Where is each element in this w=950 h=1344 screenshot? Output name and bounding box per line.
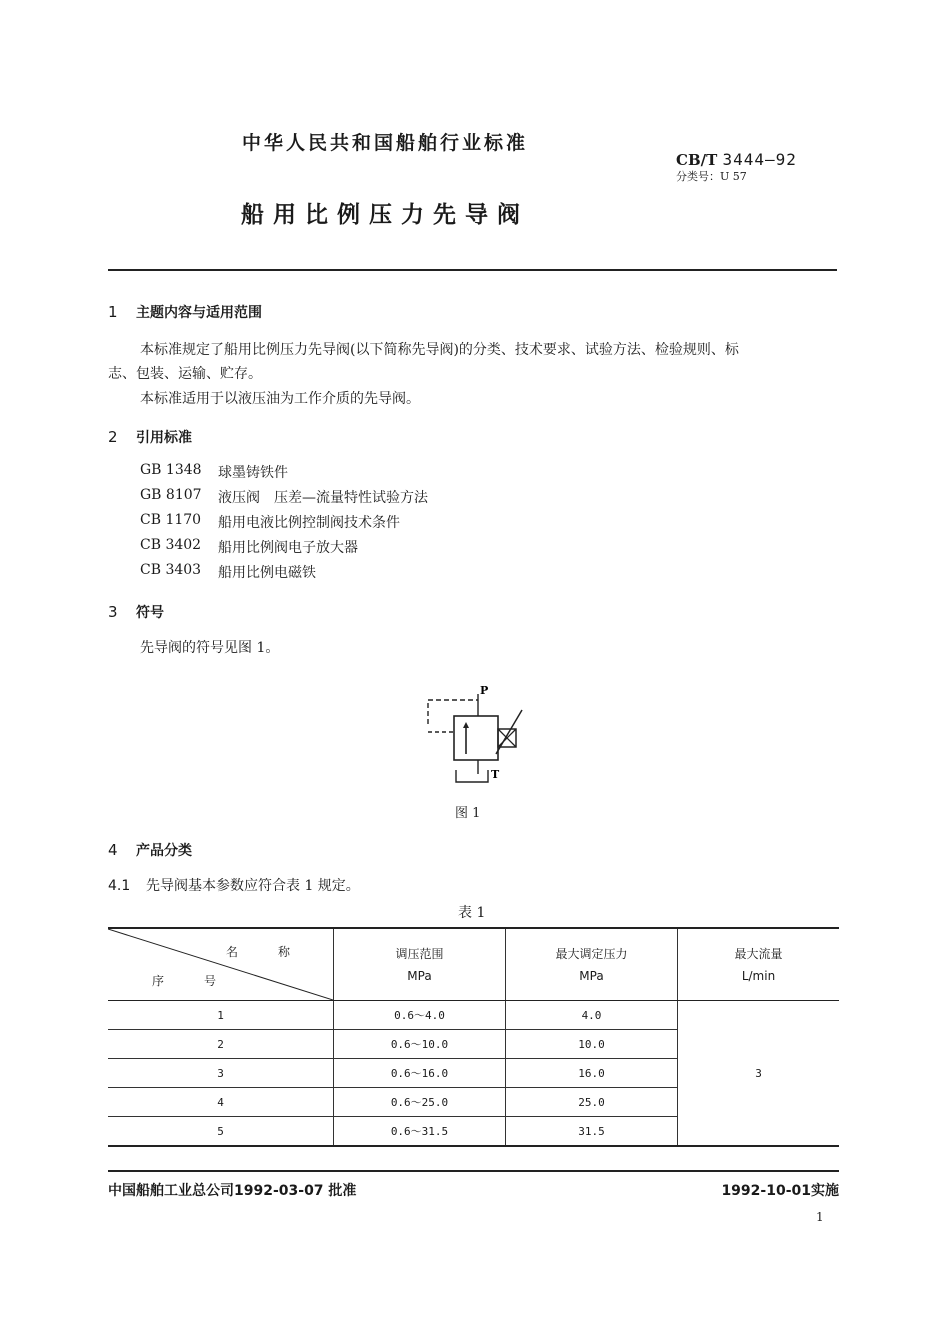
header-max-pressure	[506, 928, 678, 1001]
reference-item	[140, 487, 428, 512]
tank-symbol	[456, 770, 488, 782]
header-range	[334, 928, 506, 1001]
header-max-pressure-unit: MPa	[579, 968, 604, 983]
header-max-pressure-label: 最大调定压力	[555, 946, 628, 961]
reference-code: GB 1348	[140, 462, 202, 478]
reference-code: CB 3402	[140, 537, 202, 553]
table-header-row	[108, 928, 839, 1001]
reference-name: 球墨铸铁件	[218, 465, 288, 481]
reference-name: 船用比例电磁铁	[218, 565, 316, 581]
reference-name: 船用电液比例控制阀技术条件	[218, 515, 400, 531]
reference-item	[140, 512, 428, 537]
standard-org-title: 中华人民共和国船舶行业标准	[241, 132, 528, 154]
diagonal-header-cell	[108, 928, 334, 1001]
arrow-head	[463, 722, 469, 728]
section-number: 3	[108, 603, 118, 621]
section-number: 4	[108, 841, 118, 859]
section-1-para-1: 本标准规定了船用比例压力先导阀(以下简称先导阀)的分类、技术要求、试验方法、检验规则、标	[140, 342, 739, 358]
header-max-flow-unit: L/min	[741, 968, 776, 983]
table-caption: 表 1	[458, 905, 486, 921]
reference-name: 液压阀 压差—流量特性试验方法	[218, 490, 428, 506]
page-number: 1	[816, 1210, 824, 1224]
section-title: 产品分类	[136, 843, 192, 859]
code-prefix: CB/T	[676, 151, 718, 169]
cell-max-flow: 3	[678, 1001, 840, 1147]
section-1-para-1-cont: 志、包装、运输、贮存。	[108, 366, 262, 382]
table-row	[108, 1001, 839, 1030]
reference-code: CB 1170	[140, 512, 202, 528]
port-p-label: P	[480, 684, 489, 697]
section-number: 2	[108, 428, 118, 446]
reference-name: 船用比例阀电子放大器	[218, 540, 358, 556]
header-max-flow-label: 最大流量	[734, 946, 783, 961]
reference-item	[140, 562, 428, 587]
document-title: 船用比例压力先导阀	[241, 202, 529, 228]
section-3-heading	[108, 602, 164, 622]
header-range-unit: MPa	[407, 968, 432, 983]
valve-body	[454, 716, 498, 760]
cell-max-pressure: 31.5	[506, 1117, 678, 1147]
parameter-table	[108, 927, 839, 1147]
section-3-para: 先导阀的符号见图 1。	[140, 640, 280, 656]
subsection-text: 先导阀基本参数应符合表 1 规定。	[146, 878, 360, 894]
footer-rule	[108, 1170, 839, 1172]
diagonal-line	[108, 929, 333, 1000]
cell-seq: 5	[108, 1117, 334, 1147]
pilot-line	[428, 700, 478, 724]
cell-max-pressure: 16.0	[506, 1059, 678, 1088]
cell-range: 0.6～25.0	[334, 1088, 506, 1117]
section-4-heading	[108, 840, 192, 860]
cell-range: 0.6～31.5	[334, 1117, 506, 1147]
subsection-4-1	[108, 875, 360, 897]
diagonal-header	[108, 929, 333, 1000]
header-range-label: 调压范围	[395, 946, 444, 961]
section-2-heading	[108, 427, 192, 447]
section-title: 主题内容与适用范围	[136, 305, 262, 321]
reference-item	[140, 537, 428, 562]
code-number: 3444—92	[722, 150, 797, 169]
subsection-number: 4.1	[108, 878, 131, 894]
figure-caption: 图 1	[455, 806, 481, 821]
header-max-flow	[678, 928, 840, 1001]
valve-symbol-figure	[420, 676, 530, 788]
standard-code	[676, 150, 797, 169]
header-seq-label: 序号	[152, 974, 257, 988]
reference-code: CB 3403	[140, 562, 202, 578]
cell-seq: 2	[108, 1030, 334, 1059]
section-title: 符号	[136, 605, 164, 621]
header-rule	[108, 269, 837, 271]
cell-max-pressure: 10.0	[506, 1030, 678, 1059]
cell-seq: 3	[108, 1059, 334, 1088]
reference-item	[140, 462, 428, 487]
cell-max-pressure: 25.0	[506, 1088, 678, 1117]
section-1-heading	[108, 302, 262, 322]
section-1-para-2: 本标准适用于以液压油为工作介质的先导阀。	[140, 391, 420, 407]
cell-range: 0.6～10.0	[334, 1030, 506, 1059]
classification-number: 分类号：U 57	[676, 170, 747, 183]
cell-seq: 4	[108, 1088, 334, 1117]
reference-list	[140, 462, 428, 587]
port-t-label: T	[491, 768, 500, 781]
cell-range: 0.6～16.0	[334, 1059, 506, 1088]
cell-max-pressure: 4.0	[506, 1001, 678, 1030]
section-number: 1	[108, 303, 118, 321]
implementation-date: 1992-10-01实施	[721, 1183, 839, 1199]
section-title: 引用标准	[136, 430, 192, 446]
approval-line: 中国船舶工业总公司1992-03-07 批准	[108, 1183, 357, 1199]
cell-range: 0.6～4.0	[334, 1001, 506, 1030]
header-name-label: 名称	[226, 945, 331, 959]
reference-code: GB 8107	[140, 487, 202, 503]
cell-seq: 1	[108, 1001, 334, 1030]
